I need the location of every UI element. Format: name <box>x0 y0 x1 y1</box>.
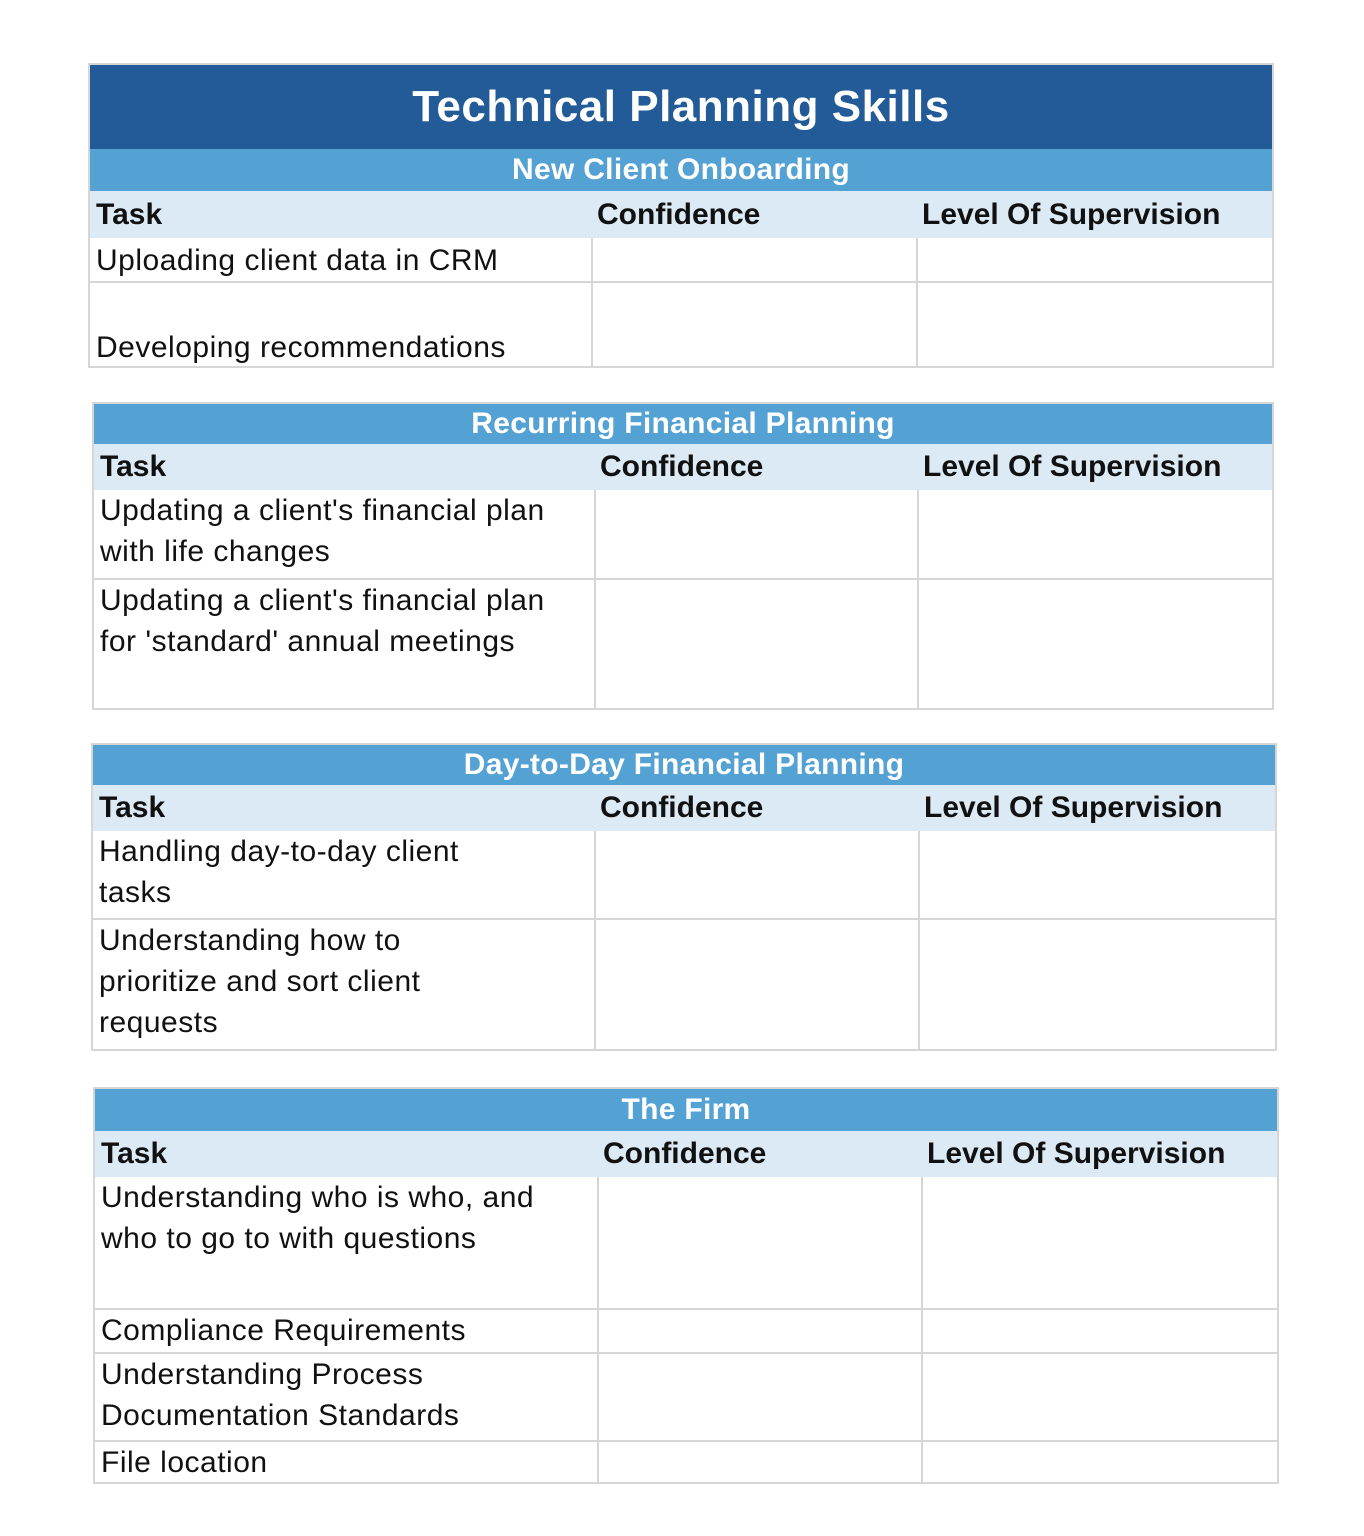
table-body <box>94 490 1272 709</box>
supervision-cell[interactable] <box>917 580 1272 709</box>
column-header-confidence: Confidence <box>600 791 764 824</box>
supervision-cell[interactable] <box>921 1310 1277 1352</box>
confidence-cell[interactable] <box>594 490 917 578</box>
column-header-supervision: Level Of Supervision <box>922 197 1221 231</box>
confidence-cell[interactable] <box>597 1310 921 1352</box>
task-cell: File location <box>101 1446 268 1479</box>
table-row <box>95 1440 1277 1484</box>
supervision-cell[interactable] <box>917 490 1272 578</box>
table-row <box>90 281 1272 368</box>
confidence-cell[interactable] <box>597 1177 921 1308</box>
column-header-task: Task <box>99 791 166 824</box>
confidence-cell[interactable] <box>594 831 918 918</box>
task-cell: Updating a client's financial plan with life changes <box>100 494 545 568</box>
task-cell: Updating a client's financial plan for 'standard' annual meetings <box>100 584 545 658</box>
column-header-supervision: Level Of Supervision <box>924 791 1223 824</box>
task-cell: Understanding Process Documentation Standards <box>101 1358 460 1432</box>
table-row <box>95 1177 1277 1308</box>
column-header-row <box>94 444 1272 490</box>
task-cell: Developing recommendations <box>96 331 506 364</box>
table-the-firm <box>93 1087 1279 1484</box>
column-header-confidence: Confidence <box>597 197 761 231</box>
column-header-supervision: Level Of Supervision <box>927 1137 1226 1170</box>
supervision-cell[interactable] <box>916 283 1272 368</box>
confidence-cell[interactable] <box>591 283 916 368</box>
section-title: Recurring Financial Planning <box>94 404 1272 444</box>
page-title: Technical Planning Skills <box>90 65 1272 149</box>
confidence-cell[interactable] <box>597 1442 921 1484</box>
task-cell: Compliance Requirements <box>101 1314 466 1347</box>
column-header-row <box>90 191 1272 238</box>
supervision-cell[interactable] <box>918 920 1275 1051</box>
table-day-to-day-financial-planning <box>91 743 1277 1051</box>
table-row <box>93 918 1275 1051</box>
confidence-cell[interactable] <box>591 238 916 281</box>
table-row <box>90 238 1272 281</box>
task-cell: Understanding who is who, and who to go to with questions <box>101 1181 535 1255</box>
column-header-confidence: Confidence <box>600 450 764 483</box>
confidence-cell[interactable] <box>594 920 918 1051</box>
section-title: New Client Onboarding <box>90 149 1272 191</box>
supervision-cell[interactable] <box>918 831 1275 918</box>
task-cell: Understanding how to prioritize and sort client requests <box>99 924 421 1039</box>
supervision-cell[interactable] <box>921 1177 1277 1308</box>
task-cell: Uploading client data in CRM <box>96 244 499 277</box>
table-row <box>95 1308 1277 1352</box>
column-header-task: Task <box>101 1137 168 1170</box>
supervision-cell[interactable] <box>921 1354 1277 1440</box>
confidence-cell[interactable] <box>597 1354 921 1440</box>
table-body <box>90 238 1272 368</box>
column-header-confidence: Confidence <box>603 1137 767 1170</box>
table-row <box>94 578 1272 709</box>
column-header-row <box>93 785 1275 831</box>
supervision-cell[interactable] <box>916 238 1272 281</box>
column-header-task: Task <box>100 450 167 483</box>
confidence-cell[interactable] <box>594 580 917 709</box>
section-title: The Firm <box>95 1089 1277 1131</box>
column-header-row <box>95 1131 1277 1177</box>
task-cell: Handling day-to-day client tasks <box>99 835 459 909</box>
table-row <box>95 1352 1277 1440</box>
section-title: Day-to-Day Financial Planning <box>93 745 1275 785</box>
table-body <box>93 831 1275 1051</box>
table-row <box>93 831 1275 918</box>
column-header-supervision: Level Of Supervision <box>923 450 1222 483</box>
supervision-cell[interactable] <box>921 1442 1277 1484</box>
table-body <box>95 1177 1277 1484</box>
table-new-client-onboarding <box>88 63 1274 368</box>
table-recurring-financial-planning <box>92 402 1274 710</box>
table-row <box>94 490 1272 578</box>
column-header-task: Task <box>96 197 163 231</box>
